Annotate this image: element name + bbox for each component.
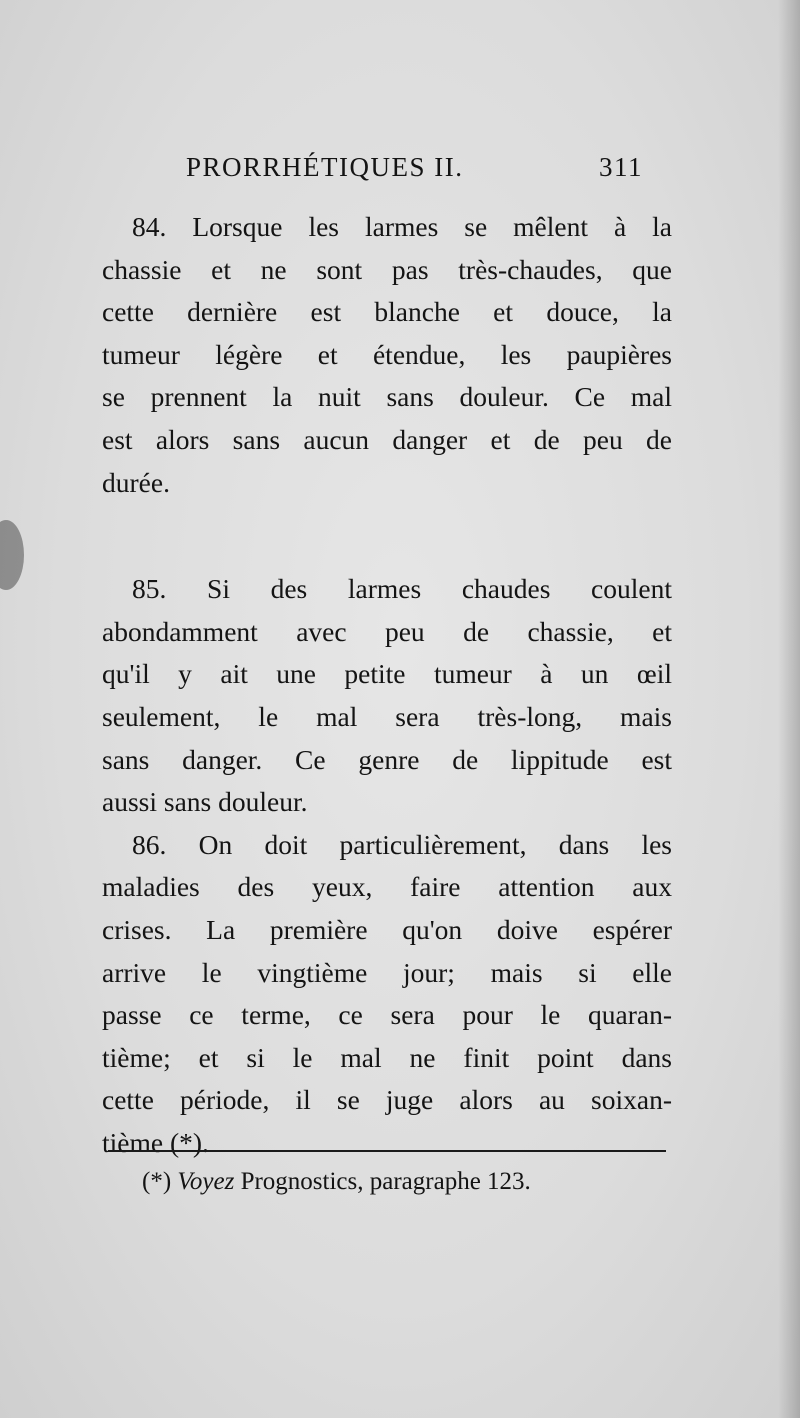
text-line: aussi sans douleur. bbox=[102, 786, 308, 818]
text-line: arrive le vingtième jour; mais si elle bbox=[102, 956, 672, 988]
text-line: crises. La première qu'on doive espérer bbox=[102, 913, 672, 945]
text-line: chassie et ne sont pas très-chaudes, que bbox=[102, 253, 672, 285]
paragraph-86 bbox=[102, 824, 672, 1165]
text-line: cette dernière est blanche et douce, la bbox=[102, 296, 672, 328]
text-line: cette période, il se juge alors au soixan- bbox=[102, 1084, 672, 1116]
text-line: maladies des yeux, faire attention aux bbox=[102, 871, 672, 903]
page-edge-shadow bbox=[778, 0, 800, 1418]
text-line: durée. bbox=[102, 466, 170, 498]
body-text bbox=[102, 206, 672, 1164]
text-line: 86. On doit particulièrement, dans les bbox=[132, 828, 672, 860]
text-line: sans danger. Ce genre de lippitude est bbox=[102, 743, 672, 775]
text-line: tième; et si le mal ne finit point dans bbox=[102, 1041, 672, 1073]
text-line: qu'il y ait une petite tumeur à un œil bbox=[102, 658, 672, 690]
footnote-italic: Voyez bbox=[177, 1168, 235, 1195]
footnote-text: Prognostics, paragraphe 123. bbox=[240, 1168, 531, 1195]
paragraph-84 bbox=[102, 206, 672, 504]
text-line: abondamment avec peu de chassie, et bbox=[102, 615, 672, 647]
text-line: tumeur légère et étendue, les paupières bbox=[102, 338, 672, 370]
text-line: se prennent la nuit sans douleur. Ce mal bbox=[102, 381, 672, 413]
paragraph-85 bbox=[102, 568, 672, 824]
text-line: tième (*). bbox=[102, 1126, 209, 1158]
page-header bbox=[186, 152, 686, 192]
ink-stain bbox=[0, 520, 24, 590]
text-line: 85. Si des larmes chaudes coulent bbox=[132, 573, 672, 605]
running-head: PRORRHÉTIQUES II. bbox=[186, 152, 464, 182]
text-line: 84. Lorsque les larmes se mêlent à la bbox=[132, 211, 672, 242]
footnote bbox=[142, 1168, 531, 1196]
text-line: est alors sans aucun danger et de peu de bbox=[102, 423, 672, 455]
text-line: passe ce terme, ce sera pour le quaran- bbox=[102, 999, 672, 1031]
text-line: seulement, le mal sera très-long, mais bbox=[102, 700, 672, 732]
footnote-rule bbox=[108, 1150, 666, 1152]
page-number: 311 bbox=[599, 152, 643, 182]
footnote-marker: (*) bbox=[142, 1168, 172, 1195]
